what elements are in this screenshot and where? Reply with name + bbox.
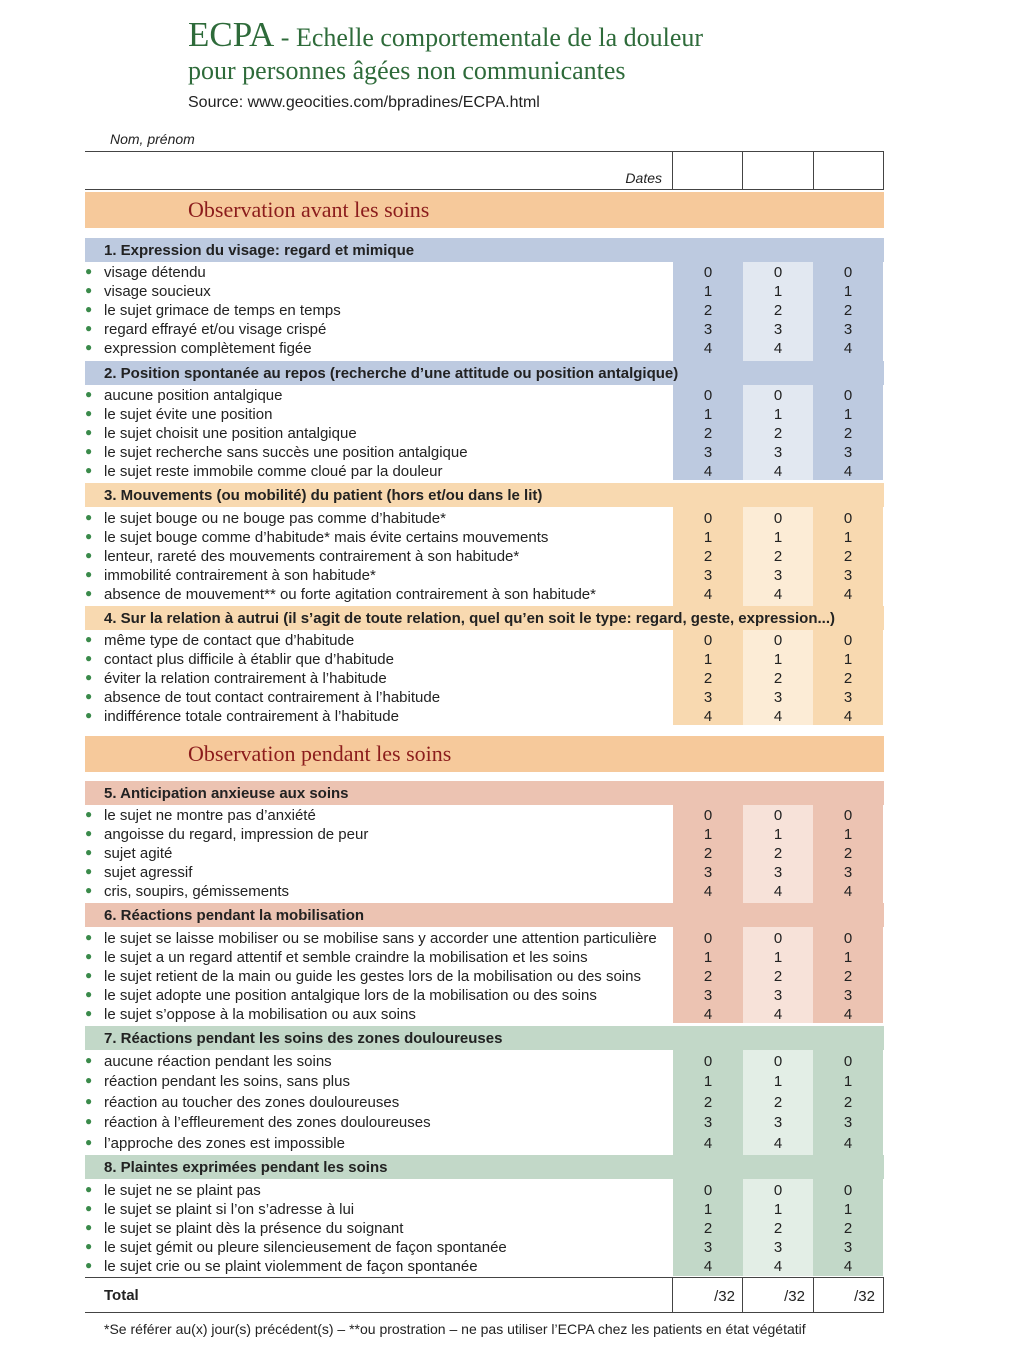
list-item: ● le sujet bouge ou ne bouge pas comme d’habitude* 0 0 0 (85, 510, 853, 527)
list-item: ● visage soucieux 1 1 1 (85, 283, 853, 300)
observation-avant-title: Observation avant les soins (188, 197, 430, 222)
observation-avant-band (85, 192, 884, 228)
section-title: 1. Expression du visage: regard et mimique (104, 242, 415, 259)
title-separator: - (274, 23, 296, 52)
list-item: ● réaction pendant les soins, sans plus 1 1 1 (85, 1073, 853, 1090)
list-item: ● cris, soupirs, gémissements 4 4 4 (85, 883, 853, 900)
date-divider-2 (742, 151, 743, 189)
section-header (85, 1026, 884, 1050)
list-item: ● le sujet ne montre pas d’anxiété 0 0 0 (85, 807, 853, 824)
header-rule-top (85, 151, 884, 152)
list-item: ● le sujet se plaint dès la présence du soignant 2 2 2 (85, 1220, 853, 1237)
date-divider-3 (813, 151, 814, 189)
list-item: ● regard effrayé et/ou visage crispé 3 3 3 (85, 321, 853, 338)
footnote: *Se référer au(x) jour(s) précédent(s) – **ou prostration – ne pas utiliser l’ECPA chez les patients en état végétatif (104, 1321, 806, 1337)
list-item: ● le sujet ne se plaint pas 0 0 0 (85, 1182, 853, 1199)
acronym: ECPA (188, 15, 275, 54)
source-text: Source: www.geocities.com/bpradines/ECPA.html (188, 94, 540, 111)
list-item: ● absence de mouvement** ou forte agitation contrairement à son habitude* 4 4 4 (85, 586, 853, 603)
list-item: ● réaction au toucher des zones douloureuses 2 2 2 (85, 1094, 853, 1111)
section-header (85, 483, 884, 507)
section-title: 3. Mouvements (ou mobilité) du patient (hors et/ou dans le lit) (104, 487, 543, 504)
list-item: ● le sujet grimace de temps en temps 2 2 2 (85, 302, 853, 319)
title-line2: pour personnes âgées non communicantes (188, 56, 626, 85)
list-item: ● aucune position antalgique 0 0 0 (85, 387, 853, 404)
list-item: ● lenteur, rareté des mouvements contrairement à son habitude* 2 2 2 (85, 548, 853, 565)
total-value: /32 (714, 1288, 735, 1305)
list-item: ● le sujet recherche sans succès une position antalgique 3 3 3 (85, 444, 853, 461)
total-divider-4 (883, 1277, 884, 1312)
section-header (85, 1155, 884, 1179)
list-item: ● le sujet a un regard attentif et semble craindre la mobilisation et les soins 1 1 1 (85, 949, 853, 966)
list-item: ● angoisse du regard, impression de peur 1 1 1 (85, 826, 853, 843)
list-item: ● le sujet choisit une position antalgique 2 2 2 (85, 425, 853, 442)
list-item: ● le sujet s’oppose à la mobilisation ou aux soins 4 4 4 (85, 1006, 853, 1023)
title-line1: Echelle comportementale de la douleur (295, 23, 704, 52)
section-title: 7. Réactions pendant les soins des zones douloureuses (104, 1030, 503, 1047)
list-item: ● le sujet se plaint si l’on s’adresse à lui 1 1 1 (85, 1201, 853, 1218)
list-item: ● indifférence totale contrairement à l’habitude 4 4 4 (85, 708, 853, 725)
list-item: ● le sujet bouge comme d’habitude* mais évite certains mouvements 1 1 1 (85, 529, 853, 546)
list-item: ● le sujet reste immobile comme cloué par la douleur 4 4 4 (85, 463, 853, 480)
list-item: ● visage détendu 0 0 0 (85, 264, 853, 281)
section-title: 5. Anticipation anxieuse aux soins (104, 785, 349, 802)
date-divider-4 (883, 151, 884, 189)
total-label: Total (104, 1287, 139, 1304)
observation-pendant-title: Observation pendant les soins (188, 741, 452, 766)
dates-label: Dates (625, 170, 662, 186)
list-item: ● le sujet se laisse mobiliser ou se mobilise sans y accorder une attention particulière 0 0 0 (85, 930, 853, 947)
list-item: ● expression complètement figée 4 4 4 (85, 340, 853, 357)
section-header (85, 238, 884, 262)
list-item: ● le sujet évite une position 1 1 1 (85, 406, 853, 423)
list-item: ● aucune réaction pendant les soins 0 0 0 (85, 1053, 853, 1070)
observation-pendant-band (85, 736, 884, 772)
date-divider-1 (672, 151, 673, 189)
list-item: ● éviter la relation contrairement à l’habitude 2 2 2 (85, 670, 853, 687)
list-item: ● contact plus difficile à établir que d’habitude 1 1 1 (85, 651, 853, 668)
total-divider-1 (672, 1277, 673, 1312)
total-value: /32 (854, 1288, 875, 1305)
total-value: /32 (784, 1288, 805, 1305)
list-item: ● immobilité contrairement à son habitude* 3 3 3 (85, 567, 853, 584)
list-item: ● sujet agité 2 2 2 (85, 845, 853, 862)
list-item: ● absence de tout contact contrairement à l’habitude 3 3 3 (85, 689, 853, 706)
section-title: 8. Plaintes exprimées pendant les soins (104, 1159, 388, 1176)
list-item: ● le sujet retient de la main ou guide les gestes lors de la mobilisation ou des soins 2 2 2 (85, 968, 853, 985)
list-item: ● le sujet crie ou se plaint violemment de façon spontanée 4 4 4 (85, 1258, 853, 1275)
section-title: 4. Sur la relation à autrui (il s’agit de toute relation, quel qu’en soit le type: regard, geste, expression...) (104, 610, 835, 627)
list-item: ● réaction à l’effleurement des zones douloureuses 3 3 3 (85, 1114, 853, 1131)
list-item: ● l’approche des zones est impossible 4 4 4 (85, 1135, 853, 1152)
section-header (85, 781, 884, 805)
section-header (85, 361, 884, 385)
section-title: 6. Réactions pendant la mobilisation (104, 907, 365, 924)
list-item: ● le sujet adopte une position antalgique lors de la mobilisation ou des soins 3 3 3 (85, 987, 853, 1004)
total-rule-bottom (85, 1312, 884, 1313)
list-item: ● sujet agressif 3 3 3 (85, 864, 853, 881)
list-item: ● même type de contact que d’habitude 0 0 0 (85, 632, 853, 649)
section-title: 2. Position spontanée au repos (recherche d’une attitude ou position antalgique) (104, 365, 679, 382)
document-title (188, 15, 704, 54)
section-header (85, 903, 884, 927)
total-divider-2 (742, 1277, 743, 1312)
section-header (85, 606, 884, 630)
total-divider-3 (813, 1277, 814, 1312)
name-label: Nom, prénom (110, 131, 195, 147)
total-rule-top (85, 1277, 884, 1278)
list-item: ● le sujet gémit ou pleure silencieusement de façon spontanée 3 3 3 (85, 1239, 853, 1256)
header-rule-bottom (85, 189, 884, 190)
